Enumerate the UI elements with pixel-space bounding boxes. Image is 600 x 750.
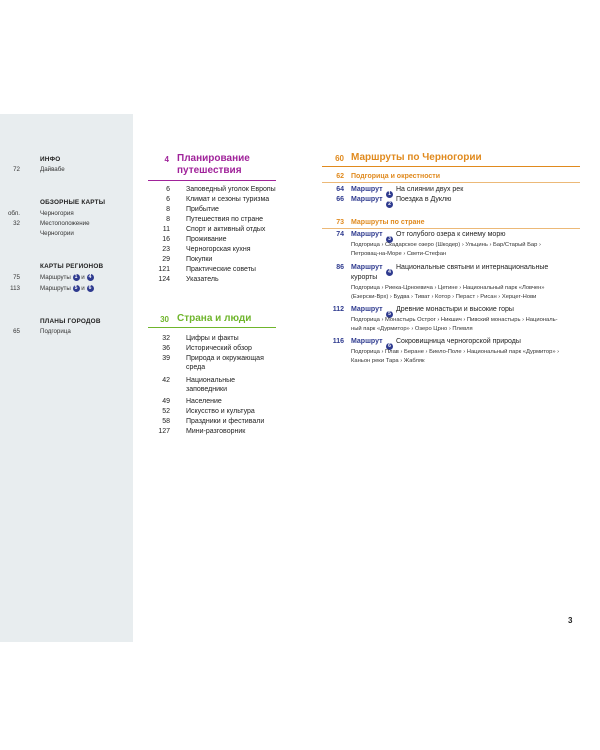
country-row[interactable] (130, 345, 280, 354)
page-number: 65 (13, 328, 20, 335)
page-number: 42 (162, 377, 170, 384)
route-stops: ный парк «Дурмитор» › Озеро Црно › Плевля (351, 326, 473, 332)
page-number: 23 (162, 246, 170, 253)
country-row[interactable] (130, 364, 280, 373)
conjunction: и (81, 285, 85, 293)
page-number: 75 (13, 274, 20, 281)
title-line: Планирование (177, 153, 250, 164)
route-badge: 3 (386, 236, 393, 243)
page-number-footer: 3 (568, 616, 573, 625)
entry-text: Путешествия по стране (186, 216, 264, 223)
route-stops: Подгорица › Монастырь Острог › Никшич › Пивский монастырь › Националь- (351, 317, 558, 323)
page-number: 116 (332, 338, 344, 345)
page-number: 72 (13, 166, 20, 173)
subsection-divider (322, 228, 580, 229)
title-line: путешествия (177, 165, 242, 176)
entry-text: Черногории (40, 230, 74, 237)
planning-row[interactable] (130, 236, 280, 245)
page-number: 6 (166, 196, 170, 203)
planning-row[interactable] (130, 276, 280, 285)
sidebar-info-row[interactable] (0, 166, 130, 175)
page-number: 74 (336, 231, 344, 238)
route-badge: 1 (73, 274, 80, 281)
entry-text: среда (186, 364, 206, 371)
route-title: Национальные святыни и интернациональные (396, 264, 549, 271)
page-number: 32 (162, 335, 170, 342)
entry-text: Проживание (186, 236, 227, 243)
entry-text: Практические советы (186, 266, 256, 273)
country-section-title: Страна и люди (177, 313, 252, 324)
entry-text: Праздники и фестивали (186, 418, 265, 425)
page-number: 29 (162, 256, 170, 263)
page-number: 58 (162, 418, 170, 425)
entry-text: Климат и сезоны туризма (186, 196, 270, 203)
subsection-number: 62 (336, 173, 344, 180)
route-stops: Подгорица › Скадарское озеро (Шкодер) › Ульцинь › Бар/Старый Бар › (351, 242, 541, 248)
route-label: Маршрут (351, 338, 383, 345)
sidebar-regions-row[interactable] (0, 285, 130, 294)
page-number: 39 (162, 355, 170, 362)
page-number: 52 (162, 408, 170, 415)
planning-row[interactable] (130, 216, 280, 225)
route-title: Сокровищница черногорской природы (396, 338, 521, 345)
route-stops: (Езерски-Врх) › Будва › Тиват › Котор › Пераст › Рисан › Херцег-Нови (351, 294, 537, 300)
page-number: 11 (162, 226, 170, 233)
sidebar-overview-row[interactable] (0, 210, 130, 219)
routes-section-number: 60 (335, 154, 344, 163)
sidebar-regions-row[interactable] (0, 274, 130, 283)
country-row[interactable] (130, 386, 280, 395)
country-divider (148, 327, 276, 328)
entry-text (40, 285, 94, 292)
planning-divider (148, 180, 276, 181)
entry-text: заповедники (186, 386, 227, 393)
country-row[interactable] (130, 377, 280, 386)
entry-text: Покупки (186, 256, 213, 263)
entry-text: Указатель (186, 276, 219, 283)
route-badge: 4 (87, 274, 94, 281)
entry-text: Черногория (40, 210, 74, 217)
page-number: 6 (166, 186, 170, 193)
route-label: Маршрут (351, 186, 383, 193)
subsection-title[interactable]: Маршруты по стране (351, 219, 425, 226)
country-row[interactable] (130, 428, 280, 437)
page-number: 112 (332, 306, 344, 313)
route-label: Маршрут (351, 264, 383, 271)
country-row[interactable] (130, 398, 280, 407)
planning-section-title (177, 153, 250, 177)
sidebar-info-heading: ИНФО (40, 156, 61, 163)
entry-text: Местоположение (40, 220, 90, 227)
route-title: На слиянии двух рек (396, 186, 464, 193)
page-number: 8 (166, 216, 170, 223)
entry-text: Искусство и культура (186, 408, 255, 415)
subsection-number: 73 (336, 219, 344, 226)
country-row[interactable] (130, 418, 280, 427)
country-row[interactable] (130, 355, 280, 364)
route-badge: 4 (386, 269, 393, 276)
route-badge: 1 (386, 191, 393, 198)
page-number: 127 (158, 428, 170, 435)
sidebar-cities-row[interactable] (0, 328, 130, 337)
route-badge: 6 (386, 343, 393, 350)
route-title: курорты (351, 274, 378, 281)
sidebar-overview-row[interactable] (0, 230, 130, 239)
route-badge: 2 (386, 201, 393, 208)
routes-section-title: Маршруты по Черногории (351, 152, 482, 163)
page-number: 8 (166, 206, 170, 213)
entry-text: Заповедный уголок Европы (186, 186, 276, 193)
entry-text: Население (186, 398, 222, 405)
planning-row[interactable] (130, 206, 280, 215)
planning-row[interactable] (130, 246, 280, 255)
entry-text (40, 274, 94, 281)
entry-text: Подгорица (40, 328, 71, 335)
entry-text: Спорт и активный отдых (186, 226, 266, 233)
country-row[interactable] (130, 408, 280, 417)
page-number: 113 (10, 285, 20, 292)
entry-text: Черногорская кухня (186, 246, 251, 253)
route-label: Маршруты (40, 274, 71, 282)
page-number: 86 (336, 264, 344, 271)
sidebar-overview-row[interactable] (0, 220, 130, 229)
page-number: 66 (336, 196, 344, 203)
route-badge: 5 (386, 311, 393, 318)
route-badge: 5 (73, 285, 80, 292)
country-section-number: 30 (160, 315, 169, 324)
route-stops: Петровац-на-Море › Свети-Стефан (351, 251, 447, 257)
route-badge: 6 (87, 285, 94, 292)
sidebar-cities-heading: ПЛАНЫ ГОРОДОВ (40, 318, 101, 325)
entry-text: Прибытие (186, 206, 219, 213)
country-row[interactable] (130, 335, 280, 344)
planning-row[interactable] (130, 266, 280, 275)
route-stops: Каньон реки Тара › Жабляк (351, 358, 425, 364)
route-stops: Подгорица › Риека-Црноевича › Цетине › Национальный парк «Ловчен» (351, 285, 545, 291)
page-number: 32 (13, 220, 20, 227)
entry-text: Исторический обзор (186, 345, 252, 352)
subsection-title[interactable]: Подгорица и окрестности (351, 173, 441, 180)
route-label: Маршрут (351, 306, 383, 313)
page-number: обл. (7, 210, 20, 217)
route-title: Древние монастыри и высокие горы (396, 306, 514, 313)
planning-section-number: 4 (164, 155, 169, 164)
subsection-divider (322, 182, 580, 183)
entry-text: Национальные (186, 377, 236, 384)
entry-text: Дайвабе (40, 166, 65, 173)
sidebar-overview-heading: ОБЗОРНЫЕ КАРТЫ (40, 199, 106, 206)
planning-row[interactable] (130, 196, 280, 205)
route-label: Маршрут (351, 231, 383, 238)
route-label: Маршрут (351, 196, 383, 203)
route-title: От голубого озера к синему морю (396, 231, 506, 238)
conjunction: и (81, 274, 85, 282)
routes-divider (322, 166, 580, 167)
page-number: 36 (162, 345, 170, 352)
route-stops: Подгорица › Плав › Беране › Биело-Поле › Национальный парк «Дурмитор» › (351, 349, 560, 355)
entry-text: Мини-разговорник (186, 428, 246, 435)
page-number: 121 (158, 266, 170, 273)
page-number: 64 (336, 186, 344, 193)
route-label: Маршруты (40, 285, 71, 293)
page-number: 49 (162, 398, 170, 405)
sidebar-regions-heading: КАРТЫ РЕГИОНОВ (40, 263, 104, 270)
entry-text: Цифры и факты (186, 335, 239, 342)
page-number: 16 (162, 236, 170, 243)
planning-row[interactable] (130, 186, 280, 195)
page-number: 124 (158, 276, 170, 283)
route-title: Поездка в Дуклю (396, 196, 452, 203)
planning-row[interactable] (130, 256, 280, 265)
entry-text: Природа и окружающая (186, 355, 264, 362)
planning-row[interactable] (130, 226, 280, 235)
